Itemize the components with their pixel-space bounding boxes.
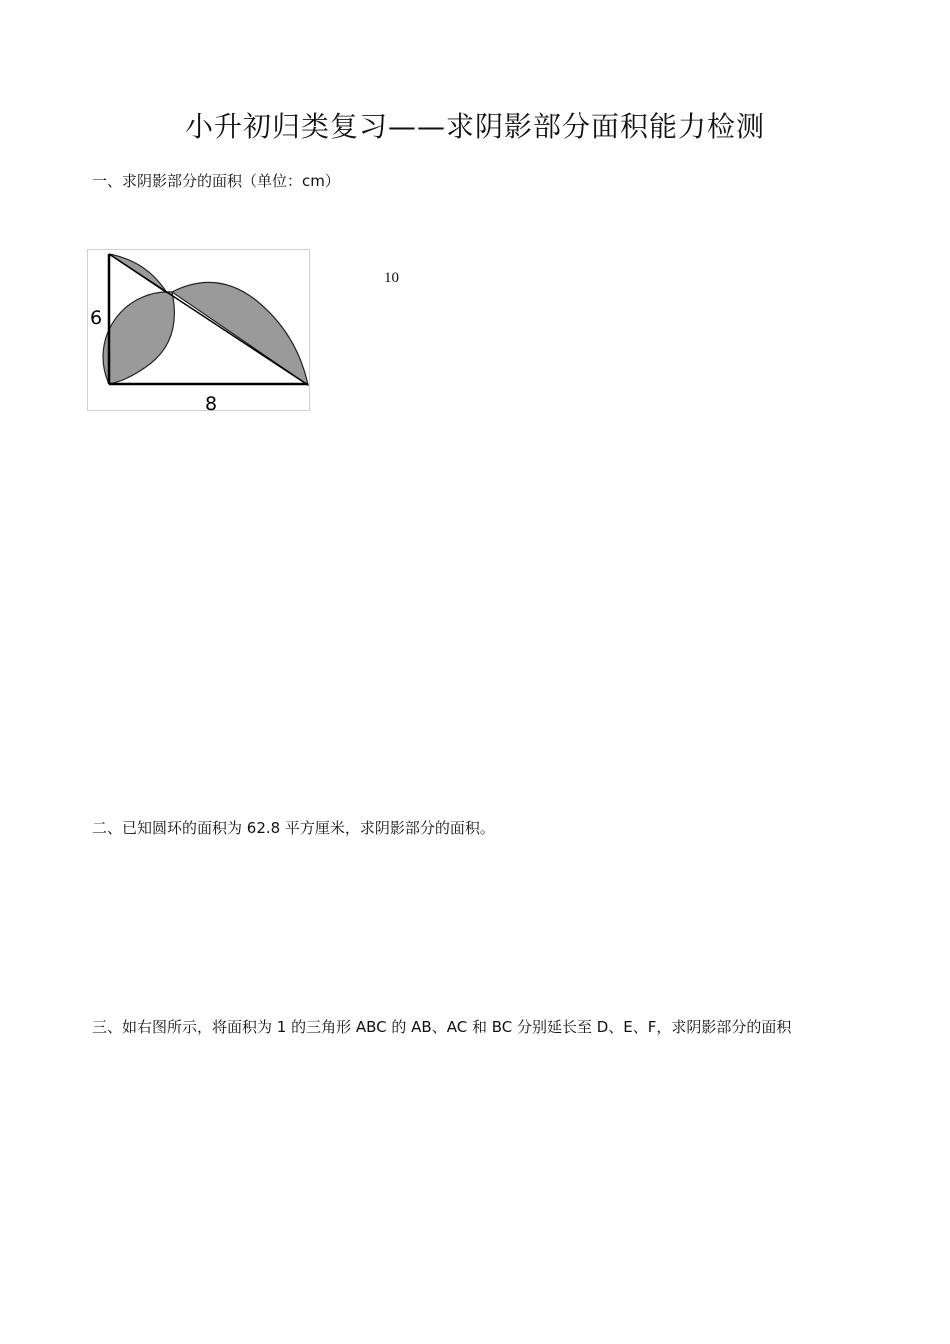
question-2-text: 二、已知圆环的面积为 62.8 平方厘米，求阴影部分的面积。 <box>92 819 495 837</box>
figure-1-side-number: 10 <box>384 270 399 286</box>
question-3-text: 三、如右图所示，将面积为 1 的三角形 ABC 的 AB、AC 和 BC 分别延长至 D、E、F，求阴影部分的面积 <box>92 1018 792 1036</box>
figure-label-left: 6 <box>90 307 103 329</box>
question-1-text: 一、求阴影部分的面积（单位：cm） <box>92 172 340 190</box>
page-title: 小升初归类复习——求阴影部分面积能力检测 <box>184 109 765 143</box>
figure-1 <box>87 249 311 417</box>
figure-label-bottom: 8 <box>205 393 218 413</box>
shaded-semicircle-segment <box>172 282 308 385</box>
shaded-leaf-left <box>103 292 174 384</box>
shaded-area-diagram <box>87 249 311 413</box>
